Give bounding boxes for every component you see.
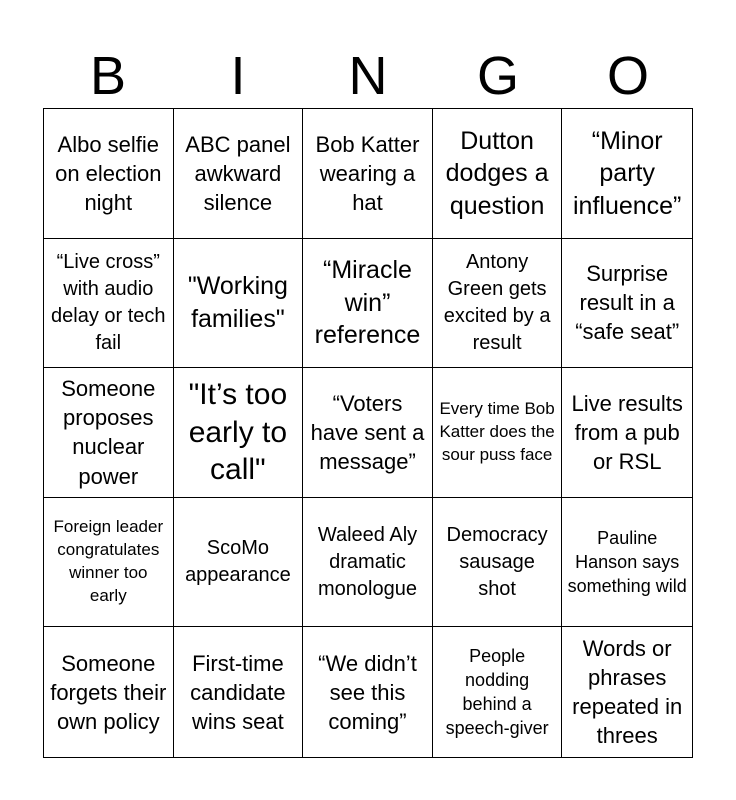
- cell-text: Someone proposes nuclear power: [61, 376, 156, 489]
- cell-text: Waleed Aly dramatic monologue: [317, 523, 418, 600]
- cell-text: Surprise result in a “safe seat”: [575, 261, 680, 345]
- bingo-cell[interactable]: [174, 627, 304, 757]
- cell-text: “Minor party influence”: [572, 126, 682, 220]
- bingo-cell[interactable]: [562, 627, 692, 757]
- bingo-cell[interactable]: [44, 627, 174, 757]
- bingo-cell[interactable]: [562, 239, 692, 369]
- bingo-cell[interactable]: [303, 239, 433, 369]
- bingo-cell[interactable]: [433, 498, 563, 628]
- cell-text: Live results from a pub or RSL: [571, 390, 683, 474]
- cell-text: First-time candidate wins seat: [190, 650, 286, 734]
- cell-text: "Working families": [187, 272, 288, 333]
- cell-text: “Voters have sent a message”: [310, 390, 425, 474]
- bingo-cell[interactable]: [303, 109, 433, 239]
- cell-text: Every time Bob Katter does the sour puss face: [439, 399, 555, 464]
- header-letter-n: N: [348, 46, 388, 106]
- cell-text: People nodding behind a speech-giver: [445, 645, 549, 739]
- bingo-cell[interactable]: [174, 239, 304, 369]
- header-letter-o: O: [606, 46, 649, 106]
- cell-text: ABC panel awkward silence: [185, 131, 291, 215]
- bingo-cell[interactable]: [303, 627, 433, 757]
- bingo-cell[interactable]: [174, 368, 304, 498]
- bingo-cell[interactable]: [174, 109, 304, 239]
- cell-text: "It’s too early to call": [188, 378, 288, 487]
- cell-text: Antony Green gets excited by a result: [443, 250, 551, 354]
- cell-text: Bob Katter wearing a hat: [315, 131, 420, 215]
- cell-text: Albo selfie on election night: [55, 131, 162, 215]
- bingo-cell[interactable]: [44, 239, 174, 369]
- bingo-cell[interactable]: [174, 498, 304, 628]
- cell-text: Democracy sausage shot: [446, 523, 548, 600]
- cell-text: “Live cross” with audio delay or tech fail: [51, 250, 166, 354]
- bingo-cell[interactable]: [44, 109, 174, 239]
- bingo-cell[interactable]: [562, 498, 692, 628]
- header-letter-g: G: [476, 46, 519, 106]
- cell-text: ScoMo appearance: [185, 537, 291, 587]
- header-letter-b: B: [89, 46, 127, 106]
- cell-text: “We didn’t see this coming”: [318, 650, 417, 734]
- cell-text: Foreign leader congratulates winner too early: [53, 517, 164, 606]
- cell-text: Dutton dodges a question: [445, 126, 549, 220]
- bingo-cell[interactable]: [44, 368, 174, 498]
- cell-text: Words or phrases repeated in threes: [572, 636, 683, 749]
- bingo-cell[interactable]: [433, 627, 563, 757]
- bingo-cell[interactable]: [562, 109, 692, 239]
- cell-text: “Miracle win” reference: [314, 256, 421, 350]
- bingo-cell[interactable]: [433, 368, 563, 498]
- bingo-header: [43, 40, 693, 108]
- cell-text: Pauline Hanson says something wild: [567, 527, 687, 597]
- cell-text: Someone forgets their own policy: [50, 650, 167, 734]
- bingo-cell[interactable]: [303, 368, 433, 498]
- bingo-cell[interactable]: [433, 239, 563, 369]
- bingo-cell[interactable]: [562, 368, 692, 498]
- bingo-cell[interactable]: [433, 109, 563, 239]
- bingo-cell[interactable]: [44, 498, 174, 628]
- bingo-cell[interactable]: [303, 498, 433, 628]
- header-letter-i: I: [230, 46, 246, 106]
- bingo-board: [43, 108, 693, 758]
